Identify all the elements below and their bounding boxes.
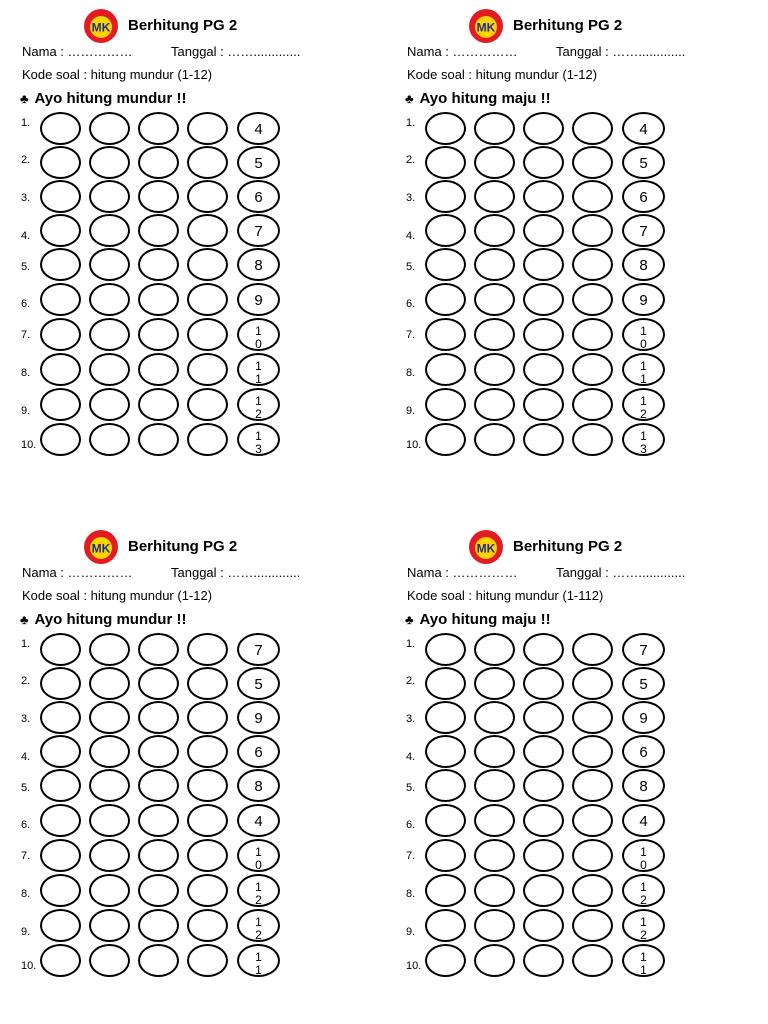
given-number: 1 0 — [640, 324, 647, 351]
answer-circle[interactable] — [89, 388, 130, 421]
answer-circle[interactable] — [425, 388, 466, 421]
answer-circle[interactable] — [187, 353, 228, 386]
answer-circle[interactable] — [40, 353, 81, 386]
svg-text:MK: MK — [476, 541, 496, 556]
answer-circle[interactable] — [40, 423, 81, 456]
answer-circle[interactable] — [138, 909, 179, 942]
answer-circle[interactable] — [89, 701, 130, 734]
row-number: 5. — [406, 261, 416, 273]
answer-circle[interactable] — [187, 283, 228, 316]
club-icon: ♣ — [20, 612, 29, 627]
given-number: 5 — [639, 155, 648, 172]
answer-circle[interactable] — [40, 701, 81, 734]
answer-circle[interactable] — [425, 701, 466, 734]
answer-circle[interactable] — [523, 146, 564, 179]
answer-circle[interactable] — [187, 944, 228, 977]
answer-circle[interactable] — [187, 667, 228, 700]
row-number: 10. — [406, 439, 422, 451]
row-number: 2. — [406, 675, 416, 687]
answer-circle[interactable] — [425, 874, 466, 907]
answer-circle[interactable] — [572, 112, 613, 145]
answer-circle[interactable] — [138, 633, 179, 666]
answer-circle[interactable] — [89, 318, 130, 351]
mk-logo-icon — [468, 529, 504, 565]
answer-circle[interactable] — [474, 874, 515, 907]
row-number: 6. — [21, 298, 31, 310]
row-number: 7. — [21, 329, 31, 341]
answer-circle[interactable] — [40, 214, 81, 247]
answer-circle[interactable] — [523, 667, 564, 700]
answer-circle[interactable] — [425, 318, 466, 351]
answer-circle[interactable] — [138, 214, 179, 247]
answer-circle[interactable] — [572, 804, 613, 837]
answer-circle[interactable] — [425, 214, 466, 247]
answer-circle[interactable] — [138, 769, 179, 802]
row-number: 4. — [21, 751, 31, 763]
tanggal-field[interactable]: Tanggal : ……............. — [556, 44, 686, 59]
worksheet — [0, 521, 380, 1001]
given-number: 4 — [639, 813, 648, 830]
given-number: 7 — [639, 223, 648, 240]
answer-circle[interactable] — [187, 735, 228, 768]
answer-circle[interactable] — [187, 633, 228, 666]
mk-logo-icon — [468, 8, 504, 44]
answer-circle[interactable] — [474, 804, 515, 837]
given-number: 5 — [254, 155, 263, 172]
answer-circle[interactable] — [40, 667, 81, 700]
answer-circle[interactable] — [89, 909, 130, 942]
club-icon: ♣ — [405, 612, 414, 627]
answer-circle[interactable] — [523, 283, 564, 316]
answer-circle[interactable] — [89, 146, 130, 179]
given-number: 9 — [254, 292, 263, 309]
answer-circle[interactable] — [138, 146, 179, 179]
answer-circle[interactable] — [474, 353, 515, 386]
given-number: 1 0 — [255, 845, 262, 872]
answer-circle[interactable] — [474, 944, 515, 977]
answer-circle[interactable] — [187, 112, 228, 145]
given-number: 8 — [639, 778, 648, 795]
nama-field[interactable]: Nama : …………… — [22, 44, 133, 59]
given-number: 1 2 — [640, 915, 647, 942]
row-number: 7. — [406, 850, 416, 862]
answer-circle[interactable] — [425, 804, 466, 837]
row-number: 1. — [21, 638, 31, 650]
answer-circle[interactable] — [40, 769, 81, 802]
kode-soal: Kode soal : hitung mundur (1-12) — [22, 67, 213, 82]
answer-circle[interactable] — [89, 804, 130, 837]
given-number: 1 2 — [640, 880, 647, 907]
given-number: 1 2 — [255, 880, 262, 907]
svg-text:MK: MK — [91, 541, 111, 556]
row-number: 5. — [21, 261, 31, 273]
given-number: 1 2 — [255, 394, 262, 421]
given-number: 8 — [254, 778, 263, 795]
answer-circle[interactable] — [89, 112, 130, 145]
row-number: 6. — [21, 819, 31, 831]
answer-circle[interactable] — [187, 769, 228, 802]
tanggal-field[interactable]: Tanggal : ……............. — [556, 565, 686, 580]
worksheet-title: Berhitung PG 2 — [513, 538, 623, 555]
answer-circle[interactable] — [40, 633, 81, 666]
answer-circle[interactable] — [138, 735, 179, 768]
answer-circle[interactable] — [572, 944, 613, 977]
answer-circle[interactable] — [425, 944, 466, 977]
answer-circle[interactable] — [138, 388, 179, 421]
row-number: 5. — [406, 782, 416, 794]
row-number: 6. — [406, 298, 416, 310]
instruction-text: Ayo hitung mundur !! — [34, 611, 187, 628]
worksheet — [0, 0, 380, 480]
row-number: 4. — [406, 751, 416, 763]
worksheet-title: Berhitung PG 2 — [513, 17, 623, 34]
answer-circle[interactable] — [425, 112, 466, 145]
row-number: 10. — [406, 960, 422, 972]
kode-soal: Kode soal : hitung mundur (1-12) — [407, 67, 598, 82]
given-number: 4 — [254, 121, 263, 138]
answer-circle[interactable] — [40, 283, 81, 316]
given-number: 8 — [639, 257, 648, 274]
answer-circle[interactable] — [523, 388, 564, 421]
answer-circle[interactable] — [89, 874, 130, 907]
answer-circle[interactable] — [89, 180, 130, 213]
answer-circle[interactable] — [138, 667, 179, 700]
given-number: 4 — [639, 121, 648, 138]
answer-circle[interactable] — [572, 388, 613, 421]
nama-field[interactable]: Nama : …………… — [407, 44, 518, 59]
nama-field[interactable]: Nama : …………… — [407, 565, 518, 580]
answer-circle[interactable] — [523, 909, 564, 942]
answer-circle[interactable] — [474, 248, 515, 281]
given-number: 7 — [639, 642, 648, 659]
given-number: 1 0 — [255, 324, 262, 351]
answer-circle[interactable] — [425, 248, 466, 281]
row-number: 8. — [21, 888, 31, 900]
answer-circle[interactable] — [474, 423, 515, 456]
answer-circle[interactable] — [523, 318, 564, 351]
row-number: 8. — [406, 888, 416, 900]
answer-circle[interactable] — [523, 735, 564, 768]
given-number: 8 — [254, 257, 263, 274]
answer-circle[interactable] — [187, 701, 228, 734]
answer-circle[interactable] — [523, 633, 564, 666]
answer-circle[interactable] — [572, 909, 613, 942]
row-number: 2. — [21, 675, 31, 687]
answer-circle[interactable] — [572, 146, 613, 179]
instruction — [20, 611, 186, 629]
answer-circle[interactable] — [572, 667, 613, 700]
answer-circle[interactable] — [572, 769, 613, 802]
row-number: 9. — [406, 405, 416, 417]
given-number: 6 — [639, 744, 648, 761]
answer-circle[interactable] — [89, 769, 130, 802]
answer-circle[interactable] — [40, 318, 81, 351]
answer-circle[interactable] — [474, 633, 515, 666]
answer-circle[interactable] — [187, 214, 228, 247]
given-number: 9 — [639, 710, 648, 727]
answer-circle[interactable] — [523, 769, 564, 802]
club-icon: ♣ — [20, 91, 29, 106]
instruction-text: Ayo hitung maju !! — [419, 90, 551, 107]
answer-circle[interactable] — [187, 804, 228, 837]
row-number: 5. — [21, 782, 31, 794]
club-icon: ♣ — [405, 91, 414, 106]
answer-circle[interactable] — [474, 667, 515, 700]
answer-circle[interactable] — [425, 667, 466, 700]
worksheet-title: Berhitung PG 2 — [128, 538, 238, 555]
answer-circle[interactable] — [138, 423, 179, 456]
answer-circle[interactable] — [523, 180, 564, 213]
worksheet-title: Berhitung PG 2 — [128, 17, 238, 34]
answer-circle[interactable] — [89, 944, 130, 977]
row-number: 3. — [21, 192, 31, 204]
given-number: 1 3 — [255, 429, 262, 456]
answer-circle[interactable] — [187, 874, 228, 907]
answer-circle[interactable] — [138, 112, 179, 145]
row-number: 1. — [406, 638, 416, 650]
answer-circle[interactable] — [523, 353, 564, 386]
worksheet — [385, 0, 765, 480]
answer-circle[interactable] — [572, 180, 613, 213]
row-number: 8. — [406, 367, 416, 379]
answer-circle[interactable] — [425, 735, 466, 768]
answer-circle[interactable] — [474, 214, 515, 247]
answer-circle[interactable] — [138, 353, 179, 386]
given-number: 1 1 — [255, 359, 262, 386]
answer-circle[interactable] — [40, 248, 81, 281]
answer-circle[interactable] — [138, 180, 179, 213]
answer-circle[interactable] — [138, 248, 179, 281]
given-number: 5 — [639, 676, 648, 693]
answer-circle[interactable] — [474, 112, 515, 145]
answer-circle[interactable] — [187, 423, 228, 456]
row-number: 9. — [21, 926, 31, 938]
answer-circle[interactable] — [425, 909, 466, 942]
answer-circle[interactable] — [474, 701, 515, 734]
answer-circle[interactable] — [425, 633, 466, 666]
answer-circle[interactable] — [474, 283, 515, 316]
given-number: 7 — [254, 223, 263, 240]
given-number: 5 — [254, 676, 263, 693]
answer-circle[interactable] — [138, 804, 179, 837]
answer-circle[interactable] — [523, 214, 564, 247]
answer-circle[interactable] — [474, 909, 515, 942]
row-number: 9. — [406, 926, 416, 938]
answer-circle[interactable] — [572, 633, 613, 666]
answer-circle[interactable] — [40, 944, 81, 977]
answer-circle[interactable] — [89, 735, 130, 768]
row-number: 10. — [21, 960, 37, 972]
answer-circle[interactable] — [572, 283, 613, 316]
answer-circle[interactable] — [40, 735, 81, 768]
answer-circle[interactable] — [523, 112, 564, 145]
answer-circle[interactable] — [572, 735, 613, 768]
answer-circle[interactable] — [40, 874, 81, 907]
answer-circle[interactable] — [89, 633, 130, 666]
answer-circle[interactable] — [523, 804, 564, 837]
answer-circle[interactable] — [474, 769, 515, 802]
answer-circle[interactable] — [425, 769, 466, 802]
answer-circle[interactable] — [425, 353, 466, 386]
answer-circle[interactable] — [40, 388, 81, 421]
svg-text:MK: MK — [476, 20, 496, 35]
instruction — [405, 611, 551, 629]
answer-circle[interactable] — [138, 283, 179, 316]
answer-circle[interactable] — [89, 839, 130, 872]
instruction-text: Ayo hitung maju !! — [419, 611, 551, 628]
answer-circle[interactable] — [40, 180, 81, 213]
given-number: 6 — [639, 189, 648, 206]
answer-circle[interactable] — [572, 701, 613, 734]
row-number: 2. — [21, 154, 31, 166]
answer-circle[interactable] — [425, 423, 466, 456]
given-number: 1 3 — [640, 429, 647, 456]
answer-circle[interactable] — [572, 318, 613, 351]
answer-circle[interactable] — [138, 944, 179, 977]
row-number: 9. — [21, 405, 31, 417]
answer-circle[interactable] — [187, 388, 228, 421]
nama-field[interactable]: Nama : …………… — [22, 565, 133, 580]
answer-circle[interactable] — [572, 839, 613, 872]
answer-circle[interactable] — [40, 909, 81, 942]
answer-circle[interactable] — [40, 804, 81, 837]
answer-circle[interactable] — [187, 146, 228, 179]
answer-circle[interactable] — [523, 944, 564, 977]
answer-circle[interactable] — [572, 874, 613, 907]
answer-circle[interactable] — [89, 283, 130, 316]
answer-circle[interactable] — [572, 248, 613, 281]
given-number: 1 2 — [640, 394, 647, 421]
row-number: 1. — [21, 117, 31, 129]
answer-circle[interactable] — [425, 180, 466, 213]
answer-circle[interactable] — [572, 214, 613, 247]
given-number: 1 2 — [255, 915, 262, 942]
mk-logo-icon — [83, 529, 119, 565]
row-number: 10. — [21, 439, 37, 451]
answer-circle[interactable] — [523, 423, 564, 456]
row-number: 7. — [21, 850, 31, 862]
answer-circle[interactable] — [138, 318, 179, 351]
answer-circle[interactable] — [138, 701, 179, 734]
answer-circle[interactable] — [474, 180, 515, 213]
answer-circle[interactable] — [40, 112, 81, 145]
answer-circle[interactable] — [187, 180, 228, 213]
answer-circle[interactable] — [523, 248, 564, 281]
answer-circle[interactable] — [474, 146, 515, 179]
given-number: 9 — [639, 292, 648, 309]
answer-circle[interactable] — [474, 388, 515, 421]
given-number: 6 — [254, 189, 263, 206]
kode-soal: Kode soal : hitung mundur (1-12) — [22, 588, 213, 603]
given-number: 1 1 — [640, 950, 647, 977]
answer-circle[interactable] — [138, 874, 179, 907]
given-number: 1 0 — [640, 845, 647, 872]
svg-text:MK: MK — [91, 20, 111, 35]
row-number: 3. — [21, 713, 31, 725]
given-number: 4 — [254, 813, 263, 830]
answer-circle[interactable] — [89, 423, 130, 456]
instruction-text: Ayo hitung mundur !! — [34, 90, 187, 107]
given-number: 1 1 — [640, 359, 647, 386]
answer-circle[interactable] — [40, 146, 81, 179]
given-number: 1 1 — [255, 950, 262, 977]
instruction — [405, 90, 551, 108]
answer-circle[interactable] — [572, 423, 613, 456]
row-number: 2. — [406, 154, 416, 166]
answer-circle[interactable] — [89, 667, 130, 700]
given-number: 6 — [254, 744, 263, 761]
answer-circle[interactable] — [187, 318, 228, 351]
row-number: 4. — [406, 230, 416, 242]
row-number: 7. — [406, 329, 416, 341]
instruction — [20, 90, 186, 108]
row-number: 3. — [406, 192, 416, 204]
answer-circle[interactable] — [187, 248, 228, 281]
worksheet — [385, 521, 765, 1001]
answer-circle[interactable] — [187, 839, 228, 872]
row-number: 8. — [21, 367, 31, 379]
given-number: 7 — [254, 642, 263, 659]
answer-circle[interactable] — [425, 146, 466, 179]
answer-circle[interactable] — [187, 909, 228, 942]
answer-circle[interactable] — [474, 735, 515, 768]
answer-circle[interactable] — [425, 839, 466, 872]
answer-circle[interactable] — [89, 214, 130, 247]
mk-logo-icon — [83, 8, 119, 44]
answer-circle[interactable] — [474, 839, 515, 872]
answer-circle[interactable] — [89, 353, 130, 386]
row-number: 1. — [406, 117, 416, 129]
answer-circle[interactable] — [40, 839, 81, 872]
tanggal-field[interactable]: Tanggal : ……............. — [171, 44, 301, 59]
answer-circle[interactable] — [523, 701, 564, 734]
tanggal-field[interactable]: Tanggal : ……............. — [171, 565, 301, 580]
row-number: 4. — [21, 230, 31, 242]
row-number: 3. — [406, 713, 416, 725]
kode-soal: Kode soal : hitung mundur (1-112) — [407, 588, 604, 603]
answer-circle[interactable] — [138, 839, 179, 872]
given-number: 9 — [254, 710, 263, 727]
answer-circle[interactable] — [523, 874, 564, 907]
answer-circle[interactable] — [523, 839, 564, 872]
answer-circle[interactable] — [89, 248, 130, 281]
row-number: 6. — [406, 819, 416, 831]
answer-circle[interactable] — [572, 353, 613, 386]
answer-circle[interactable] — [474, 318, 515, 351]
answer-circle[interactable] — [425, 283, 466, 316]
